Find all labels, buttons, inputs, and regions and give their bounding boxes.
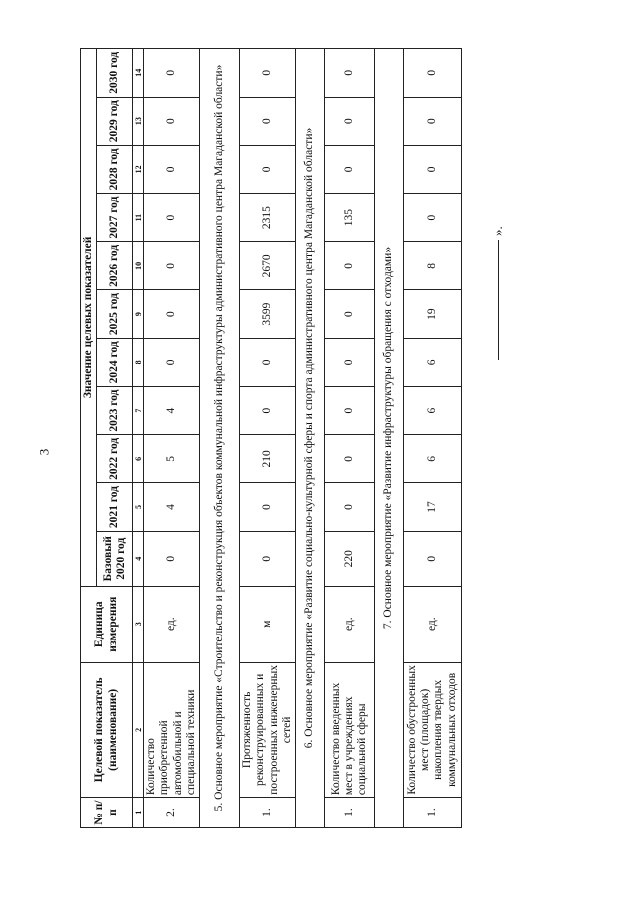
header-year: 2023 год (97, 386, 133, 434)
index-row (133, 49, 144, 828)
row-value: 0 (144, 338, 200, 386)
row-value: 0 (324, 435, 374, 483)
row-value: 0 (324, 483, 374, 531)
table-row (403, 49, 461, 828)
section-title: 6. Основное мероприятие «Развитие социально-культурной сферы и спорта административного центра Магаданской области» (295, 49, 324, 828)
index-cell: 2 (133, 662, 144, 798)
header-num: № п/п (81, 798, 133, 828)
row-value: 0 (144, 242, 200, 290)
closing-quote: ». (490, 226, 505, 236)
end-mark (488, 226, 508, 360)
header-year: Базовый 2020 год (97, 531, 133, 586)
row-unit: ед. (144, 586, 200, 662)
row-value: 0 (403, 145, 461, 193)
header-unit: Единица измерения (81, 586, 133, 662)
section-title: 5. Основное мероприятие «Строительство и реконструкция объектов коммунальной инфраструктуры административного центра Магаданской области» (200, 49, 240, 828)
header-year: 2024 год (97, 338, 133, 386)
index-cell: 7 (133, 386, 144, 434)
row-value: 0 (144, 145, 200, 193)
indicators-table (80, 48, 462, 828)
row-name: Количество обустроенных мест (площадок) накопления твердых коммунальных отходов (403, 662, 461, 798)
index-cell: 3 (133, 586, 144, 662)
row-value: 4 (144, 386, 200, 434)
row-value: 5 (144, 435, 200, 483)
row-value: 0 (324, 97, 374, 145)
row-value: 0 (144, 531, 200, 586)
row-value: 17 (403, 483, 461, 531)
row-value: 0 (240, 338, 296, 386)
row-value: 210 (240, 435, 296, 483)
header-year: 2029 год (97, 97, 133, 145)
index-cell: 4 (133, 531, 144, 586)
row-name: Протяженность реконструированных и построенных инженерных сетей (240, 662, 296, 798)
row-value: 0 (240, 49, 296, 98)
index-cell: 11 (133, 194, 144, 242)
index-cell: 13 (133, 97, 144, 145)
row-value: 0 (403, 97, 461, 145)
table-row (240, 49, 296, 828)
row-value: 0 (324, 145, 374, 193)
row-value: 6 (403, 386, 461, 434)
header-year: 2021 год (97, 483, 133, 531)
row-value: 0 (324, 290, 374, 338)
row-value: 0 (324, 386, 374, 434)
index-cell: 9 (133, 290, 144, 338)
row-unit: м (240, 586, 296, 662)
row-name: Количество приобретенной автомобильной и специальной техники (144, 662, 200, 798)
row-value: 3599 (240, 290, 296, 338)
index-cell: 14 (133, 49, 144, 98)
row-value: 0 (403, 531, 461, 586)
index-cell: 6 (133, 435, 144, 483)
row-value: 6 (403, 435, 461, 483)
index-cell: 8 (133, 338, 144, 386)
row-value: 0 (144, 49, 200, 98)
row-value: 0 (144, 194, 200, 242)
row-value: 0 (240, 531, 296, 586)
row-value: 0 (240, 97, 296, 145)
index-cell: 5 (133, 483, 144, 531)
row-num: 1. (324, 798, 374, 828)
row-value: 0 (403, 194, 461, 242)
header-year: 2028 год (97, 145, 133, 193)
section-row (374, 49, 403, 828)
row-value: 135 (324, 194, 374, 242)
row-value: 0 (240, 483, 296, 531)
header-indicator: Целевой показатель (наименование) (81, 662, 133, 798)
row-num: 1. (240, 798, 296, 828)
row-num: 2. (144, 798, 200, 828)
index-cell: 12 (133, 145, 144, 193)
row-unit: ед. (324, 586, 374, 662)
signature-line (498, 240, 499, 360)
row-num: 1. (403, 798, 461, 828)
row-value: 8 (403, 242, 461, 290)
header-row-1 (81, 49, 97, 828)
header-values-group: Значение целевых показателей (81, 49, 97, 587)
section-row (200, 49, 240, 828)
header-year: 2026 год (97, 242, 133, 290)
row-value: 0 (403, 49, 461, 98)
table-row (324, 49, 374, 828)
row-unit: ед. (403, 586, 461, 662)
table-row (144, 49, 200, 828)
row-value: 0 (324, 338, 374, 386)
row-value: 2315 (240, 194, 296, 242)
row-value: 4 (144, 483, 200, 531)
row-value: 0 (324, 242, 374, 290)
row-value: 0 (144, 290, 200, 338)
header-year: 2025 год (97, 290, 133, 338)
header-year: 2027 год (97, 194, 133, 242)
section-row (295, 49, 324, 828)
section-title: 7. Основное мероприятие «Развитие инфраструктуры обращения с отходами» (374, 49, 403, 828)
row-value: 0 (324, 49, 374, 98)
page-number: 3 (36, 448, 52, 456)
row-value: 0 (240, 145, 296, 193)
row-value: 6 (403, 338, 461, 386)
header-year: 2030 год (97, 49, 133, 98)
index-cell: 1 (133, 798, 144, 828)
row-name: Количество введенных мест в учреждениях социальной сферы (324, 662, 374, 798)
row-value: 0 (144, 97, 200, 145)
row-value: 19 (403, 290, 461, 338)
rotated-table-container (80, 48, 550, 828)
row-value: 2670 (240, 242, 296, 290)
row-value: 220 (324, 531, 374, 586)
header-year: 2022 год (97, 435, 133, 483)
row-value: 0 (240, 386, 296, 434)
index-cell: 10 (133, 242, 144, 290)
